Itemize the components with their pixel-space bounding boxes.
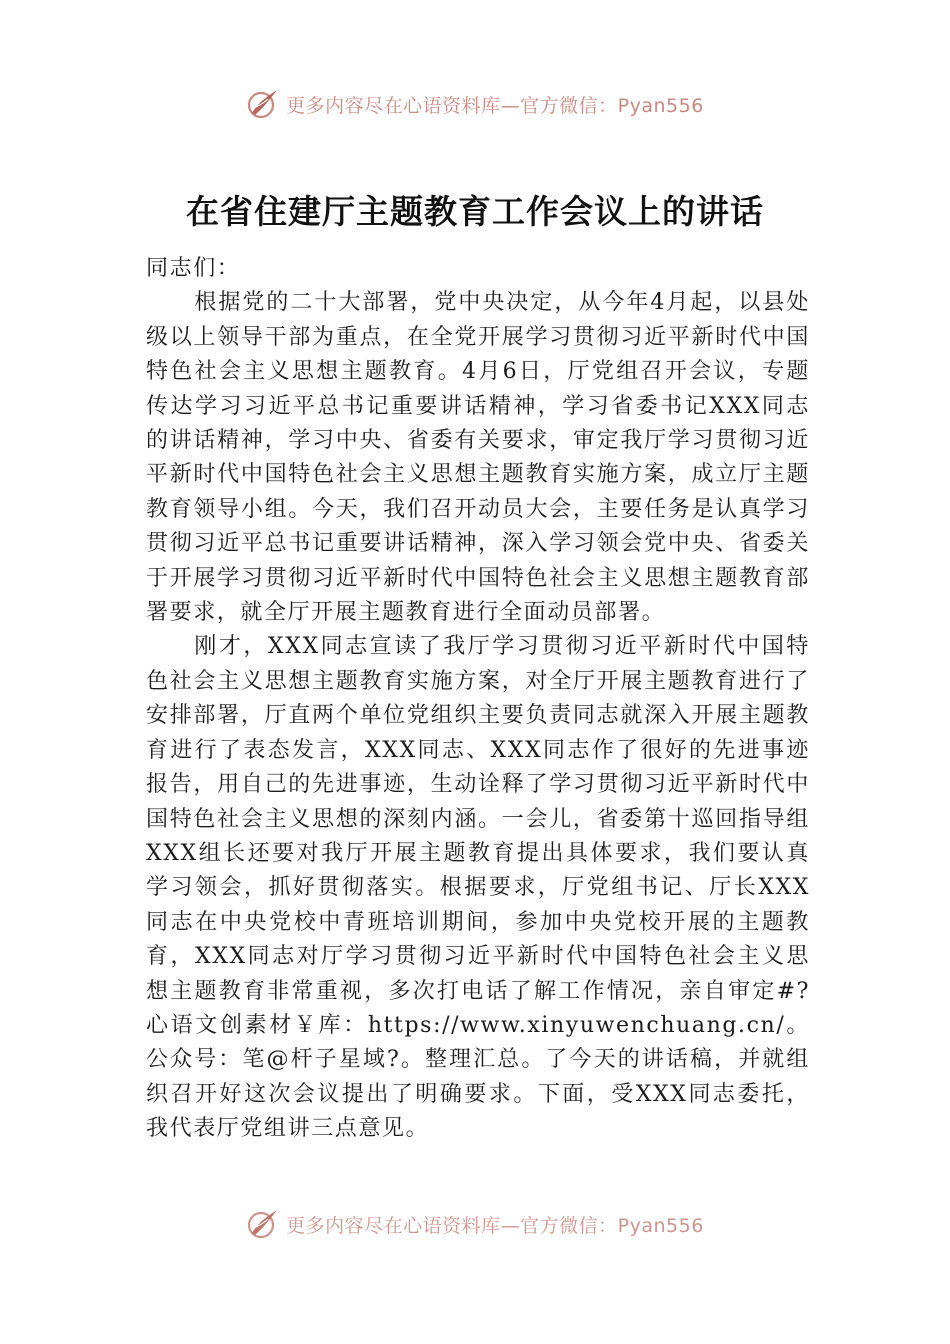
footer-watermark: [0, 1204, 950, 1244]
quill-logo-icon: [246, 87, 280, 121]
document-title: 在省住建厅主题教育工作会议上的讲话: [186, 192, 764, 231]
paragraph-2: 刚才，XXX同志宣读了我厅学习贯彻习近平新时代中国特色社会主义思想主题教育实施方案，对全厅开展主题教育进行了安排部署，厅直两个单位党组织主要负责同志就深入开展主题教育进行了表态发言，XXX同志、XXX同志作了很好的先进事迹报告，用自己的先进事迹，生动诠释了学习贯彻习近平新时代中国特色社会主义思想的深刻内涵。一会儿，省委第十巡回指导组XXX组长还要对我厅开展主题教育提出具体要求，我们要认真学习领会，抓好贯彻落实。根据要求，厅党组书记、厅长XXX同志在中央党校中青班培训期间，参加中央党校开展的主题教育，XXX同志对厅学习贯彻习近平新时代中国特色社会主义思想主题教育非常重视，多次打电话了解工作情况，亲自审定#?心语文创素材￥库：https://www.xinyuwenchuang.cn/。公众号：笔@杆子星域?。整理汇总。了今天的讲话稿，并就组织召开好这次会议提出了明确要求。下面，受XXX同志委托，我代表厅党组讲三点意见。: [146, 634, 810, 1142]
quill-logo-icon: [246, 1207, 280, 1241]
watermark-text: 更多内容尽在心语资料库—官方微信：Pyan556: [286, 1214, 704, 1237]
header-watermark: [0, 84, 950, 124]
paragraph-1: 根据党的二十大部署，党中央决定，从今年4月起，以县处级以上领导干部为重点，在全党开展学习贯彻习近平新时代中国特色社会主义思想主题教育。4月6日，厅党组召开会议，专题传达学习习近平总书记重要讲话精神，学习省委书记XXX同志的讲话精神，学习中央、省委有关要求，审定我厅学习贯彻习近平新时代中国特色社会主义思想主题教育实施方案，成立厅主题教育领导小组。今天，我们召开动员大会，主要任务是认真学习贯彻习近平总书记重要讲话精神，深入学习领会党中央、省委关于开展学习贯彻习近平新时代中国特色社会主义思想主题教育部署要求，就全厅开展主题教育进行全面动员部署。: [146, 290, 810, 626]
document-body: [146, 252, 810, 1147]
salutation: 同志们：: [146, 256, 241, 281]
watermark-text: 更多内容尽在心语资料库—官方微信：Pyan556: [286, 94, 704, 117]
